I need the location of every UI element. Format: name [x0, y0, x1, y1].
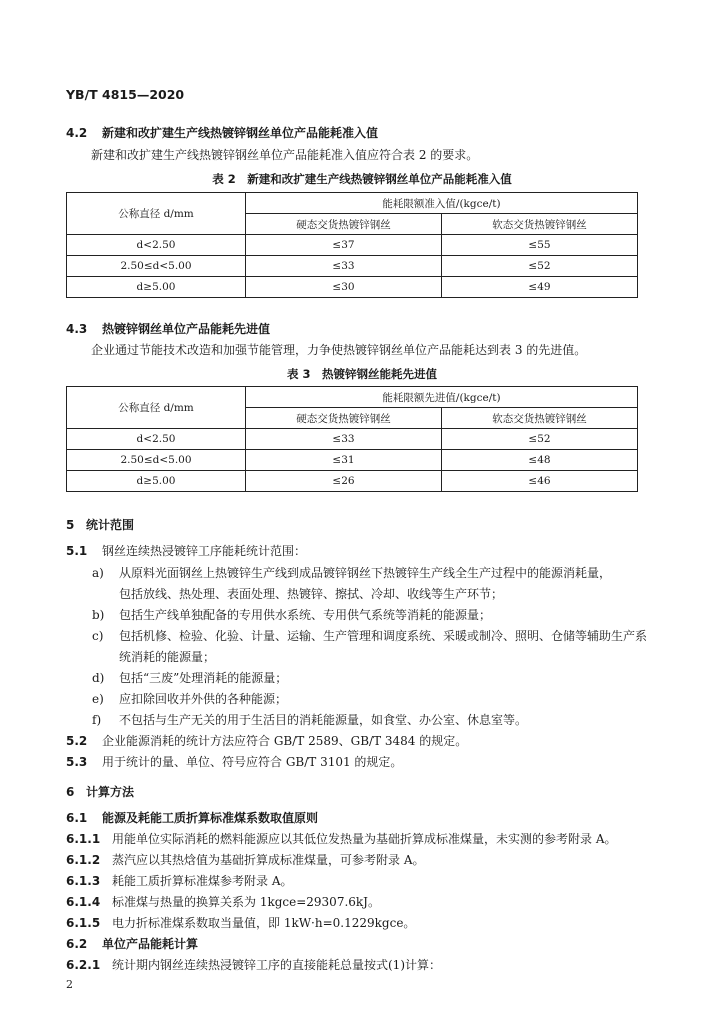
section-4-3-heading [66, 320, 270, 337]
list-item [92, 669, 287, 686]
table-row [67, 277, 638, 298]
section-title: 热镀锌钢丝单位产品能耗先进值 [102, 322, 271, 336]
table-3 [66, 386, 638, 492]
table-cell: d≥5.00 [67, 471, 246, 492]
list-item [92, 564, 611, 581]
clause-text: 用能单位实际消耗的燃料能源应以其低位发热量为基础折算成标准煤量，未实测的参考附录 A。 [112, 832, 617, 846]
table-row [67, 471, 638, 492]
section-number: 6.1 [66, 811, 88, 825]
list-text: 不包括与生产无关的用于生活目的消耗能源量，如食堂、办公室、休息室等。 [119, 713, 528, 727]
clause-6-1-2 [66, 851, 424, 868]
clause-5-2 [66, 732, 467, 749]
section-title: 单位产品能耗计算 [102, 937, 199, 951]
table-header-diameter: 公称直径 d/mm [67, 387, 246, 429]
clause-number: 6.1.5 [66, 916, 101, 930]
table-header-diameter: 公称直径 d/mm [67, 193, 246, 235]
section-title: 统计范围 [86, 518, 135, 532]
table-cell: ≤52 [442, 256, 638, 277]
clause-number: 6.1.3 [66, 874, 101, 888]
section-6-1-heading [66, 809, 318, 826]
table-header-soft: 软态交货热镀锌钢丝 [442, 214, 638, 235]
table-cell: ≤46 [442, 471, 638, 492]
list-text: 应扣除回收并外供的各种能源； [119, 692, 288, 706]
list-text: 包括生产线单独配备的专用供水系统、专用供气系统等消耗的能源量； [119, 608, 492, 622]
paragraph: 新建和改扩建生产线热镀锌钢丝单位产品能耗准入值应符合表 2 的要求。 [91, 148, 479, 162]
table-cell: 2.50≤d<5.00 [67, 256, 246, 277]
table-cell: 2.50≤d<5.00 [67, 450, 246, 471]
section-4-2-heading [66, 124, 378, 141]
list-item [92, 627, 647, 644]
clause-number: 6.1.1 [66, 832, 101, 846]
section-title: 能源及耗能工质折算标准煤系数取值原则 [102, 811, 319, 825]
list-item [92, 606, 491, 623]
clause-text: 企业能源消耗的统计方法应符合 GB/T 2589、GB/T 3484 的规定。 [102, 734, 468, 748]
clause-text: 蒸汽应以其热焓值为基础折算成标准煤量，可参考附录 A。 [112, 853, 425, 867]
section-6-2-heading [66, 935, 198, 952]
document-header: YB/T 4815—2020 [66, 87, 185, 102]
table-cell: ≤33 [246, 429, 442, 450]
section-number: 4.3 [66, 322, 88, 336]
section-number: 6 [66, 785, 75, 799]
list-text: 从原料光面钢丝上热镀锌生产线到成品镀锌钢丝下热镀锌生产线全生产过程中的能源消耗量， [119, 566, 612, 580]
table-header-group: 能耗限额准入值/(kgce/t) [246, 193, 638, 214]
table-2 [66, 192, 638, 298]
table-row [67, 256, 638, 277]
clause-text: 用于统计的量、单位、符号应符合 GB/T 3101 的规定。 [102, 755, 403, 769]
table-cell: ≤31 [246, 450, 442, 471]
list-label: a) [92, 566, 104, 580]
table-cell: ≤26 [246, 471, 442, 492]
list-label: e) [92, 692, 104, 706]
table-cell: ≤48 [442, 450, 638, 471]
list-text: 包括“三废”处理消耗的能源量； [119, 671, 288, 685]
clause-6-1-4 [66, 893, 380, 910]
section-6-heading [66, 783, 134, 800]
clause-number: 6.1.2 [66, 853, 101, 867]
clause-5-3 [66, 753, 402, 770]
list-item-continued: 统消耗的能源量； [119, 650, 216, 664]
clause-6-1-1 [66, 830, 616, 847]
clause-number: 6.2.1 [66, 958, 101, 972]
list-item-continued: 包括放线、热处理、表面处理、热镀锌、擦拭、冷却、收线等生产环节； [119, 587, 504, 601]
table-cell: ≤49 [442, 277, 638, 298]
list-label: c) [92, 629, 104, 643]
clause-number: 5.1 [66, 544, 88, 558]
table-cell: d<2.50 [67, 429, 246, 450]
table-row [67, 235, 638, 256]
table-2-caption: 表 2 新建和改扩建生产线热镀锌钢丝单位产品能耗准入值 [212, 172, 512, 186]
table-row [67, 450, 638, 471]
clause-text: 耗能工质折算标准煤参考附录 A。 [112, 874, 293, 888]
table-cell: ≤37 [246, 235, 442, 256]
section-number: 6.2 [66, 937, 88, 951]
clause-number: 5.2 [66, 734, 88, 748]
table-header-hard: 硬态交货热镀锌钢丝 [246, 214, 442, 235]
table-cell: ≤30 [246, 277, 442, 298]
clause-text: 标准煤与热量的换算关系为 1kgce=29307.6kJ。 [112, 895, 380, 909]
paragraph: 企业通过节能技术改造和加强节能管理，力争使热镀锌钢丝单位产品能耗达到表 3 的先进值。 [91, 343, 587, 357]
section-5-heading [66, 516, 134, 533]
page-number: 2 [66, 978, 73, 991]
table-header-hard: 硬态交货热镀锌钢丝 [246, 408, 442, 429]
list-label: b) [92, 608, 105, 622]
section-number: 4.2 [66, 126, 88, 140]
clause-text: 电力折标准煤系数取当量值，即 1kW·h=0.1229kgce。 [112, 916, 416, 930]
table-cell: ≤55 [442, 235, 638, 256]
table-header-group: 能耗限额先进值/(kgce/t) [246, 387, 638, 408]
section-title: 新建和改扩建生产线热镀锌钢丝单位产品能耗准入值 [102, 126, 379, 140]
table-cell: ≤52 [442, 429, 638, 450]
table-cell: d<2.50 [67, 235, 246, 256]
section-number: 5 [66, 518, 75, 532]
table-header-soft: 软态交货热镀锌钢丝 [442, 408, 638, 429]
clause-text: 统计期内钢丝连续热浸镀锌工序的直接能耗总量按式(1)计算： [112, 958, 442, 972]
clause-6-1-5 [66, 914, 415, 931]
clause-number: 5.3 [66, 755, 88, 769]
clause-text: 钢丝连续热浸镀锌工序能耗统计范围： [102, 544, 307, 558]
clause-6-1-3 [66, 872, 292, 889]
list-text: 包括机修、检验、化验、计量、运输、生产管理和调度系统、采暖或制冷、照明、仓储等辅助生产系 [119, 629, 648, 643]
list-label: d) [92, 671, 105, 685]
table-cell: ≤33 [246, 256, 442, 277]
list-item [92, 711, 527, 728]
list-item [92, 690, 287, 707]
table-cell: d≥5.00 [67, 277, 246, 298]
table-row [67, 429, 638, 450]
table-3-caption: 表 3 热镀锌钢丝能耗先进值 [286, 367, 437, 381]
clause-5-1 [66, 542, 306, 559]
list-label: f) [92, 713, 102, 727]
section-title: 计算方法 [86, 785, 135, 799]
clause-6-2-1 [66, 956, 441, 973]
clause-number: 6.1.4 [66, 895, 101, 909]
